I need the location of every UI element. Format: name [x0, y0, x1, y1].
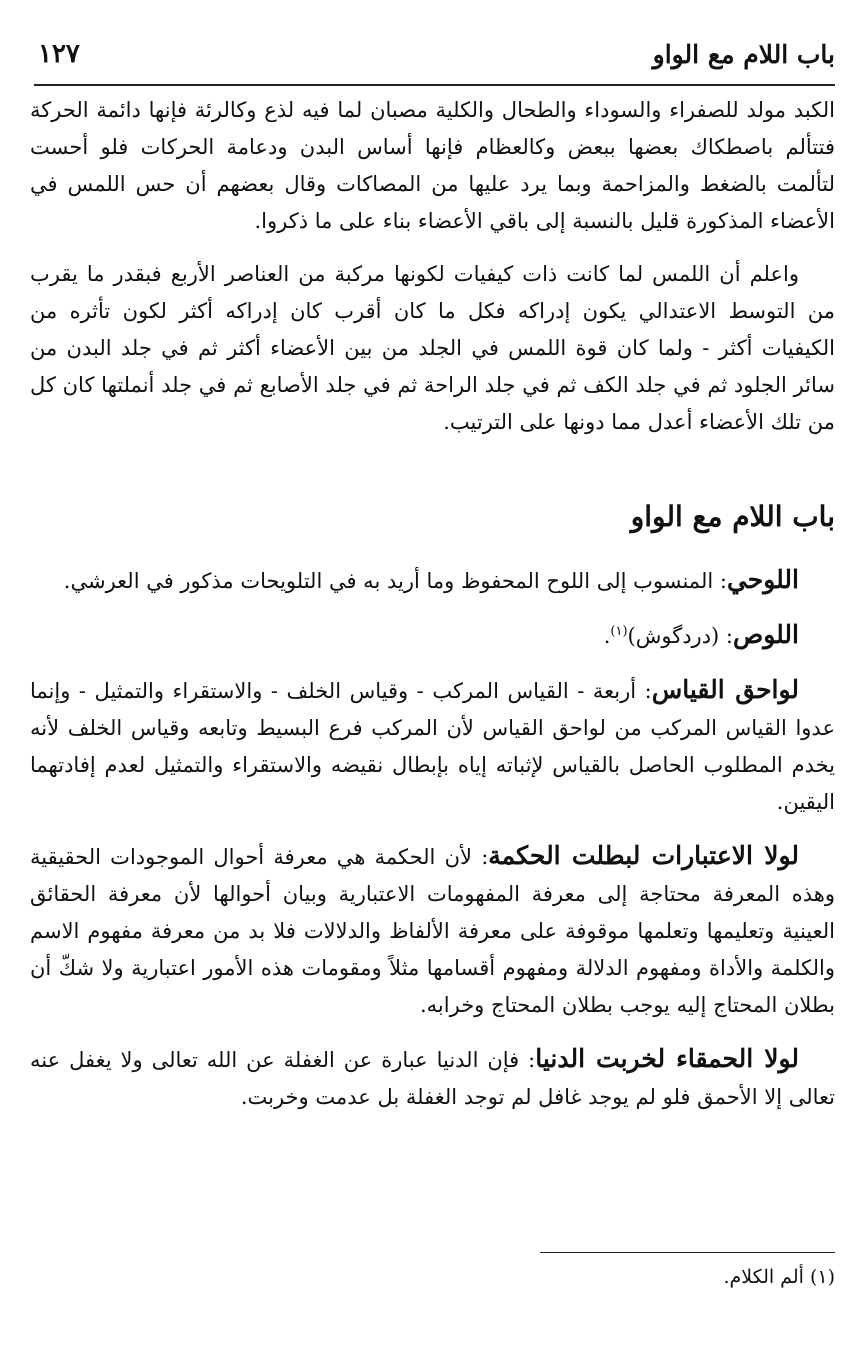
footnote-marker: (١) [809, 1266, 835, 1288]
dictionary-entry [30, 616, 835, 655]
page-number: ١٢٧ [38, 39, 80, 69]
entry-term: اللوص [733, 620, 799, 649]
entry-separator: : [471, 845, 489, 869]
footnote-reference[interactable]: (١) [610, 624, 628, 639]
entry-definition: أربعة - القياس المركب - وقياس الخلف - والاستقراء والتمثيل - وإنما عدوا القياس المركب من لواحق القياس لأن المركب فرع البسيط وتابعه وقياس الخلف لأنه يخدم المطلوب الحاصل بالقياس لإثباته إياه بإبطال نقيضه والاستقراء والتمثيل لعدم إفادتهما اليقين. [30, 679, 835, 814]
footnote-rule [540, 1252, 835, 1253]
entry-tail: . [603, 624, 611, 648]
dictionary-entry [30, 671, 835, 821]
paragraph: الكبد مولد للصفراء والسوداء والطحال والكلية مصبان لما فيه لذع وكالرئة فإنها دائمة الحركة فتتألم باصطكاك بعضها ببعض وكالعظام فإنها أساس البدن ودعامة الحركات فلو أحست لتألمت بالضغط والمزاحمة وبما يرد عليها من المصاكات وقال بعضهم أن حس اللمس في الأعضاء المذكورة قليل بالنسبة إلى باقي الأعضاء بناء على ما ذكروا. [30, 98, 835, 233]
entry-term: لواحق القياس [651, 675, 800, 704]
footnote [30, 1262, 835, 1292]
main-text [30, 92, 835, 1132]
section-heading: باب اللام مع الواو [630, 500, 835, 533]
entry-term: لولا الاعتبارات لبطلت الحكمة [488, 841, 799, 870]
dictionary-entry [30, 1040, 835, 1116]
entry-definition: المنسوب إلى اللوح المحفوظ وما أريد به في التلويحات مذكور في العرشي. [63, 569, 714, 593]
running-title: باب اللام مع الواو [652, 39, 835, 69]
entry-separator: : [713, 569, 727, 593]
paragraph: واعلم أن اللمس لما كانت ذات كيفيات لكونها مركبة من العناصر الأربع فبقدر ما يقرب من التوسط الاعتدالي يكون إدراكه فكل ما كان أقرب كان إدراكه أكثر لكون تأثره من الكيفيات أكثر - ولما كان قوة اللمس في الجلد من بين الأعضاء أكثر ثم في جلد البدن من سائر الجلود ثم في جلد الكف ثم في جلد الراحة ثم في جلد الأصابع ثم في جلد أنملتها كان كل من تلك الأعضاء أعدل مما دونها على الترتيب. [30, 262, 835, 434]
entry-definition: (دردگوش) [627, 624, 720, 648]
entry-separator: : [636, 679, 652, 703]
entry-term: اللوحي [726, 565, 799, 594]
dictionary-entry [30, 561, 835, 600]
entry-separator: : [719, 624, 734, 648]
entry-term: لولا الحمقاء لخربت الدنيا [535, 1044, 799, 1073]
entry-separator: : [519, 1048, 536, 1072]
header-rule [34, 84, 835, 86]
entry-definition: لأن الحكمة هي معرفة أحوال الموجودات الحقيقية وهذه المعرفة محتاجة إلى معرفة المفهومات الاعتبارية وبيان أحوالها لأن معرفة الحقائق العينية وتعليمها وتعلمها موقوفة على معرفة الألفاظ والدلالات فلا بد من معرفة مفهوم الاسم والكلمة والأداة ومفهوم الدلالة ومفهوم أقسامها مثلاً ومقومات هذه الأمور اعتبارية ولا شكّ أن بطلان المحتاج إليه يوجب بطلان المحتاج وخرابه. [30, 845, 835, 1017]
footnote-text: ألم الكلام. [723, 1266, 804, 1288]
entry-definition: فإن الدنيا عبارة عن الغفلة عن الله تعالى ولا يغفل عنه تعالى إلا الأحمق فلو لم يوجد غافل لم توجد الغفلة بل عدمت وخربت. [30, 1048, 835, 1109]
page-header [38, 30, 835, 78]
dictionary-entry [30, 837, 835, 1024]
